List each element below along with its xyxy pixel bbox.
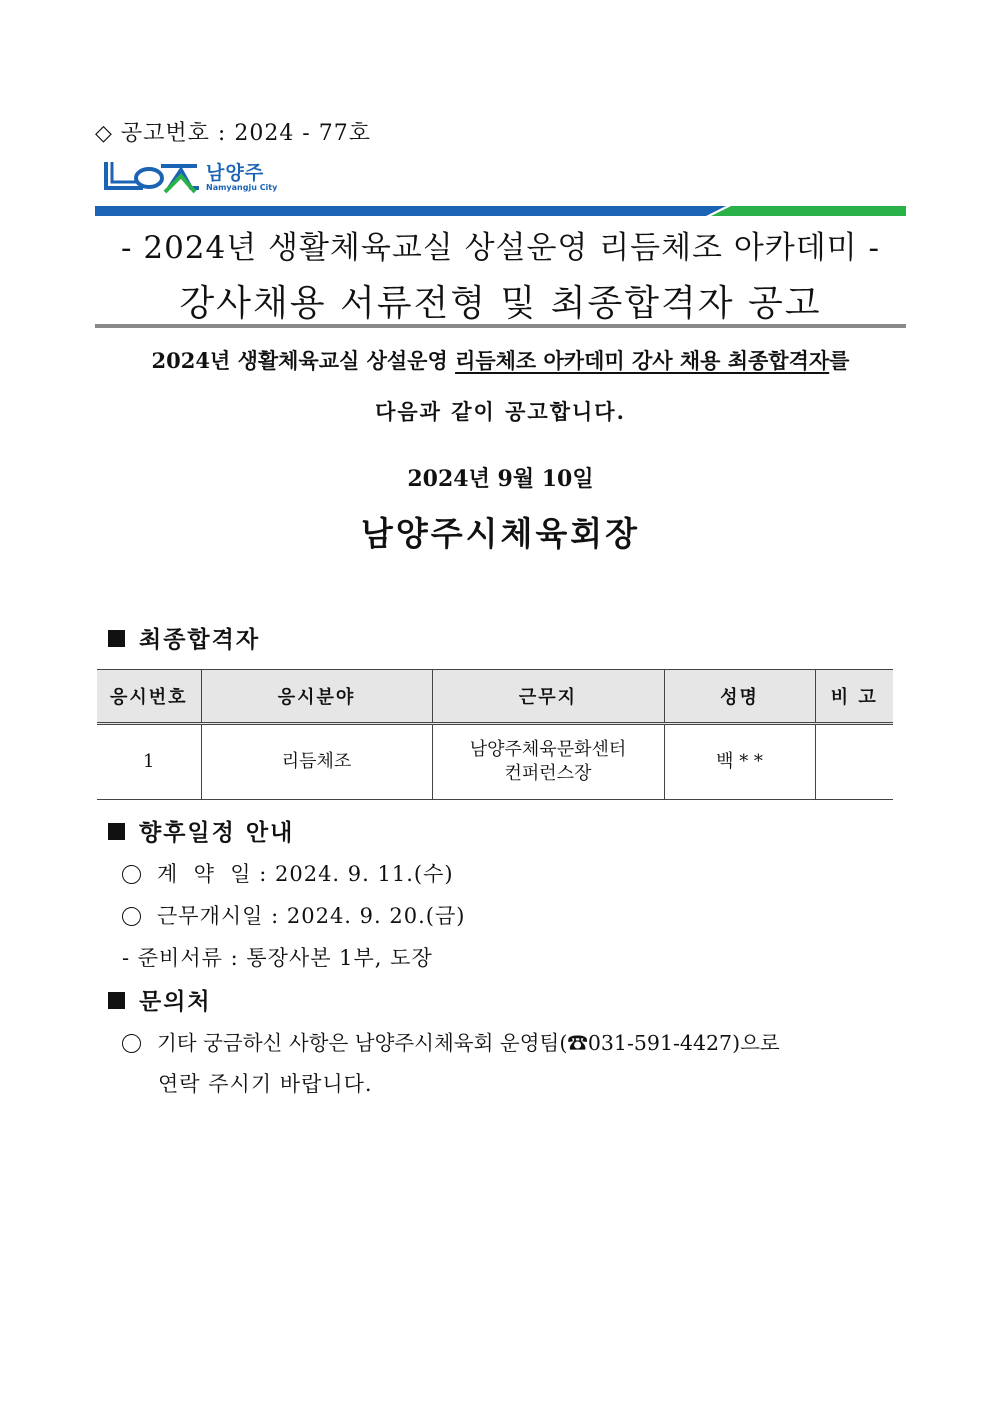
col-header-location: 근무지 bbox=[432, 670, 664, 724]
start-date-line bbox=[122, 900, 465, 930]
inquiry-heading-text: 문의처 bbox=[139, 988, 212, 1015]
inquiry-line-2: 연락 주시기 바랍니다. bbox=[158, 1072, 373, 1096]
circle-bullet-icon bbox=[122, 1034, 141, 1053]
notice-number-text: 공고번호 : 2024 - 77호 bbox=[120, 121, 371, 146]
schedule-section-heading bbox=[108, 814, 294, 847]
contract-date-line bbox=[122, 858, 454, 888]
namyangju-logo bbox=[103, 158, 283, 202]
diamond-icon: ◇ bbox=[95, 121, 113, 146]
final-result-table bbox=[97, 669, 893, 800]
title-line-1: - 2024년 생활체육교실 상설운영 리듬체조 아카데미 - bbox=[121, 230, 880, 266]
documents-line: - 준비서류 : 통장사본 1부, 도장 bbox=[122, 946, 433, 970]
schedule-heading-text: 향후일정 안내 bbox=[139, 819, 295, 846]
intro-suffix-text: 를 bbox=[829, 348, 850, 373]
inquiry-section-heading bbox=[108, 983, 212, 1016]
intro-underlined-text: 리듬체조 아카데미 강사 채용 최종합격자 bbox=[455, 348, 830, 373]
intro-line-2: 다음과 같이 공고합니다. bbox=[375, 399, 626, 424]
circle-bullet-icon bbox=[122, 865, 141, 884]
black-square-icon bbox=[108, 823, 125, 840]
start-date-text: 근무개시일 : 2024. 9. 20.(금) bbox=[157, 904, 466, 928]
announcement-date: 2024년 9월 10일 bbox=[407, 466, 594, 492]
logo-name-en: Namyangju City bbox=[206, 183, 278, 192]
inquiry-line-1 bbox=[122, 1026, 780, 1056]
namyangju-emblem-icon bbox=[103, 158, 203, 194]
title-divider bbox=[95, 324, 906, 328]
intro-line-1 bbox=[95, 345, 906, 375]
notice-number bbox=[95, 116, 371, 147]
organization-name: 남양주시체육회장 bbox=[360, 514, 641, 553]
col-header-exam-no: 응시번호 bbox=[97, 670, 201, 724]
intro-plain-text: 2024년 생활체육교실 상설운영 bbox=[151, 348, 456, 373]
inquiry-text-1: 기타 궁금하신 사항은 남양주시체육회 운영팀(☎031-591-4427)으로 bbox=[157, 1031, 780, 1055]
cell-location bbox=[432, 724, 664, 800]
cell-field: 리듬체조 bbox=[201, 724, 432, 800]
black-square-icon bbox=[108, 992, 125, 1009]
col-header-name: 성명 bbox=[664, 670, 815, 724]
table-row bbox=[97, 724, 893, 800]
cell-location-line-2: 컨퍼런스장 bbox=[504, 763, 592, 784]
cell-exam-no: 1 bbox=[97, 724, 201, 800]
logo-name-ko: 남양주 bbox=[206, 162, 265, 184]
col-header-note: 비 고 bbox=[815, 670, 893, 724]
circle-bullet-icon bbox=[122, 907, 141, 926]
final-section-heading bbox=[108, 621, 260, 654]
title-line-2: 강사채용 서류전형 및 최종합격자 공고 bbox=[179, 283, 822, 324]
cell-name: 백 * * bbox=[664, 724, 815, 800]
header-color-band bbox=[95, 206, 906, 216]
black-square-icon bbox=[108, 630, 125, 647]
col-header-field: 응시분야 bbox=[201, 670, 432, 724]
final-heading-text: 최종합격자 bbox=[139, 626, 261, 653]
table-header-row bbox=[97, 670, 893, 724]
cell-location-line-1: 남양주체육문화센터 bbox=[469, 739, 627, 760]
contract-date-text: 계 약 일 : 2024. 9. 11.(수) bbox=[157, 862, 454, 886]
cell-note bbox=[815, 724, 893, 800]
